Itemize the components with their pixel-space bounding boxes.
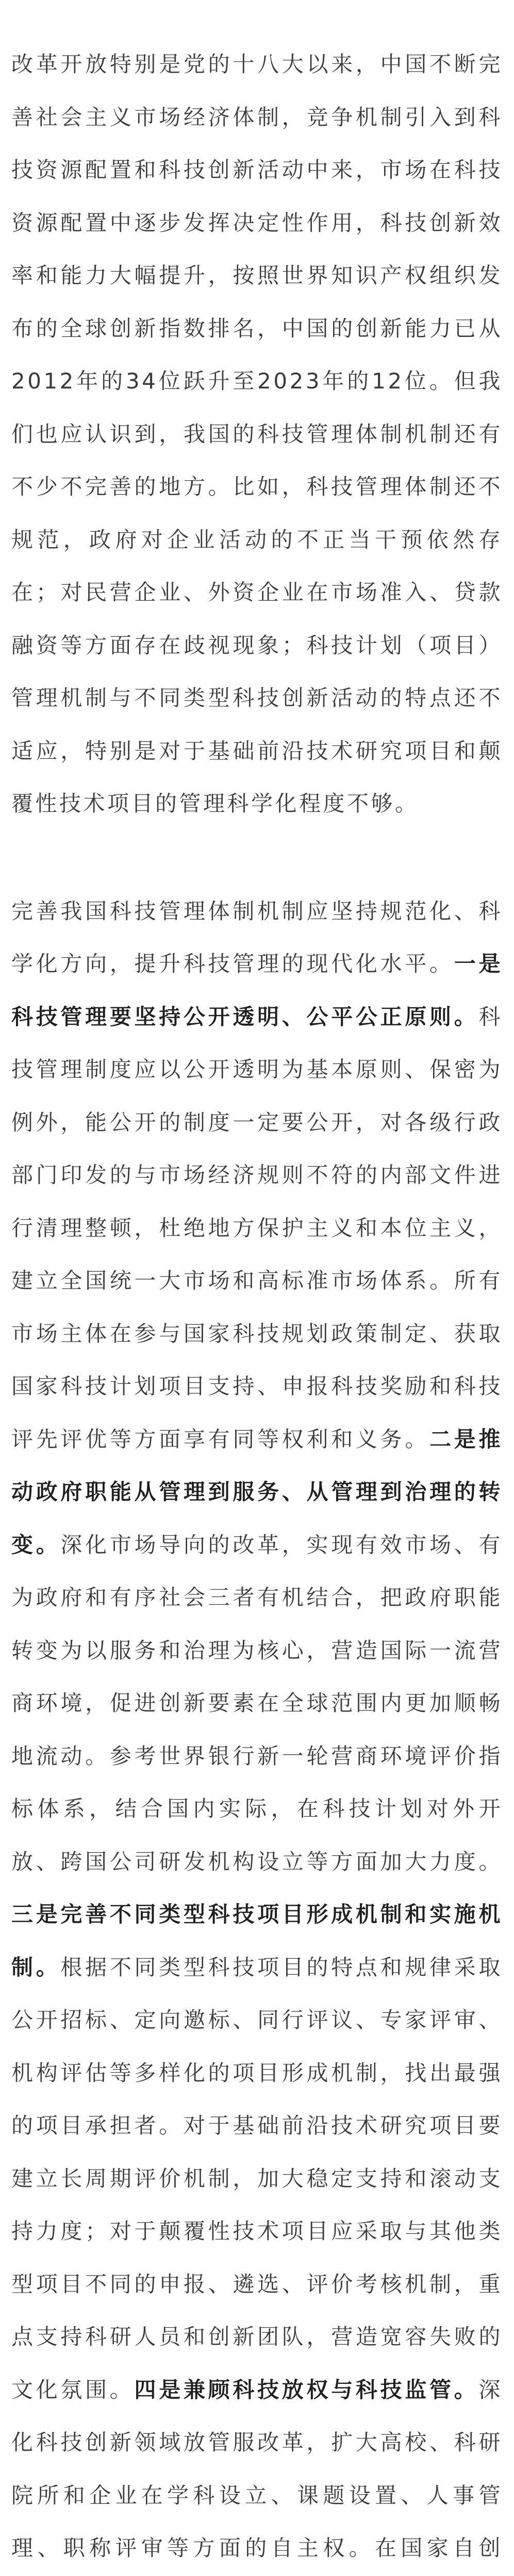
paragraph-2-intro: 完善我国科技管理体制机制应坚持规范化、科学化方向，提升科技管理的现代化水平。: [11, 898, 503, 976]
point-4-text: 深化科技创新领域放管服改革，扩大高校、科研院所和企业在学科设立、课题设置、人事管理、职称评审等方面的自主权。在国家自创: [11, 2377, 503, 2561]
paragraph-2: [11, 885, 503, 2576]
point-1-text: 科技管理制度应以公开透明为基本原则、保密为例外，能公开的制度一定要公开，对各级行政部门印发的与市场经济规则不符的内部文件进行清理整顿，杜绝地方保护主义和本位主义，建立全国统一大市场和高标准市场体系。所有市场主体在参与国家科技规划政策制定、获取国家科技计划项目支持、申报科技奖励和科技评先评优等方面享有同等权利和义务。: [11, 1004, 503, 1452]
point-3-text: 根据不同类型科技项目的特点和规律采取公开招标、定向邀标、同行评议、专家评审、机构评估等多样化的项目形成机制，找出最强的项目承担者。对于基础前沿技术研究项目要建立长周期评价机制，加大稳定支持和滚动支持力度；对于颠覆性技术项目应采取与其他类型项目不同的申报、遴选、评价考核机制，重点支持科研人员和创新团队，营造宽容失败的文化氛围。: [11, 1954, 503, 2402]
point-3-heading: 三是完善不同类型科技项目形成机制和实施机制。: [11, 1902, 503, 1980]
point-1-heading: 一是科技管理要坚持公开透明、公平公正原则。: [11, 951, 503, 1029]
article-body: [11, 38, 503, 2576]
point-4-heading: 四是兼顾科技放权与科技监管。: [134, 2377, 479, 2402]
point-2-heading: 二是推动政府职能从管理到服务、从管理到治理的转变。: [11, 1426, 503, 1557]
point-2-text: 深化市场导向的改革，实现有效市场、有为政府和有序社会三者有机结合，把政府职能转变为以服务和治理为核心，营造国际一流营商环境，促进创新要素在全球范围内更加顺畅地流动。参考世界银行新一轮营商环境评价指标体系，结合国内实际，在科技计划对外开放、跨国公司研发机构设立等方面加大力度。: [11, 1532, 503, 1874]
paragraph-1-text: 改革开放特别是党的十八大以来，中国不断完善社会主义市场经济体制，竞争机制引入到科技资源配置和科技创新活动中来，市场在科技资源配置中逐步发挥决定性作用，科技创新效率和能力大幅提升，按照世界知识产权组织发布的全球创新指数排名，中国的创新能力已从2012年的34位跃升至2023年的12位。但我们也应认识到，我国的科技管理体制机制还有不少不完善的地方。比如，科技管理体制还不规范，政府对企业活动的不正当干预依然存在；对民营企业、外资企业在市场准入、贷款融资等方面存在歧视现象；科技计划（项目）管理机制与不同类型科技创新活动的特点还不适应，特别是对于基础前沿技术研究项目和颠覆性技术项目的管理科学化程度不够。: [11, 52, 503, 816]
paragraph-1: [11, 38, 503, 831]
